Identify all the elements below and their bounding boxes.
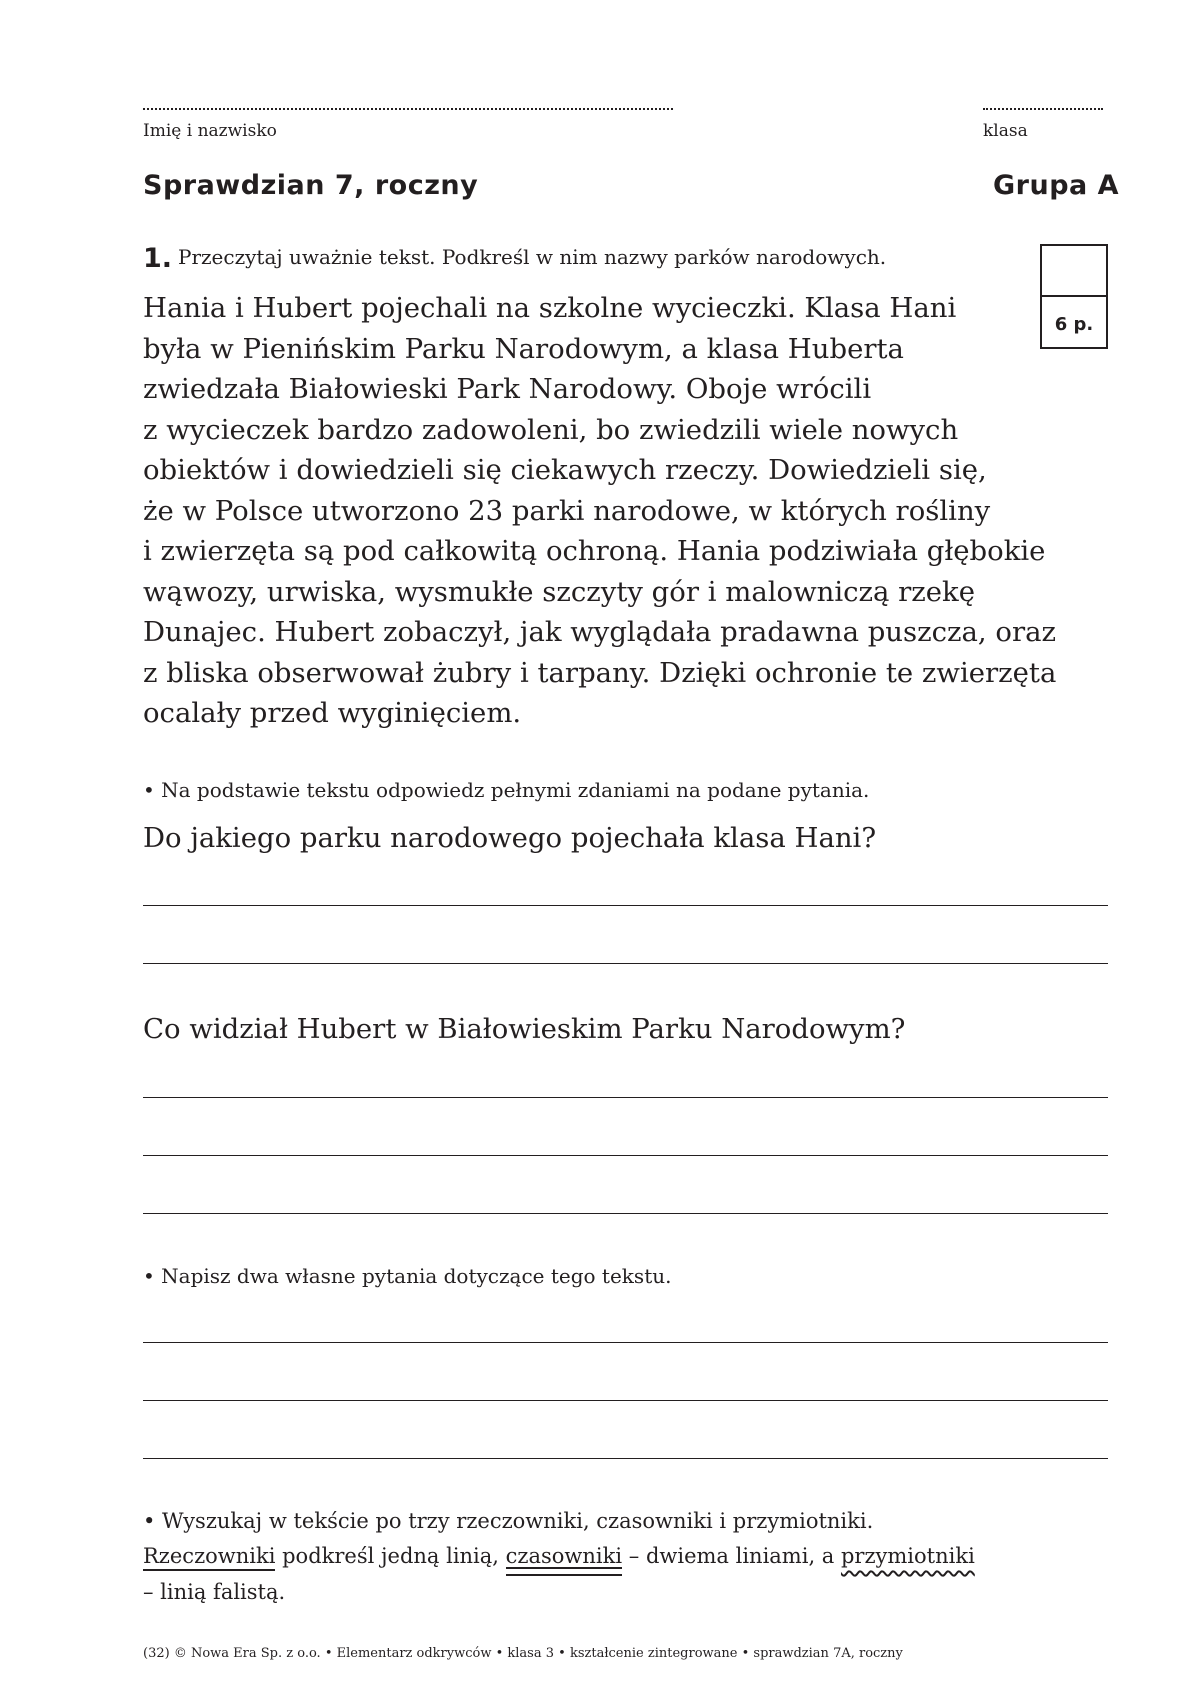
name-label: Imię i nazwisko [143,121,277,141]
answer-line[interactable] [143,1458,1108,1459]
reading-line: i zwierzęta są pod całkowitą ochroną. Hania podziwiała głębokie [143,535,1046,567]
group-label: Grupa A [993,170,1120,201]
legend-adjectives: przymiotniki [840,1544,975,1568]
reading-line: Hania i Hubert pojechali na szkolne wycieczki. Klasa Hani [143,292,957,324]
question-2: Co widział Hubert w Białowieskim Parku Narodowym? [143,1013,906,1045]
answer-line[interactable] [143,1155,1108,1156]
legend-text: podkreśl jedną linią, [275,1544,506,1568]
reading-line: z bliska obserwował żubry i tarpany. Dzięki ochronie te zwierzęta [143,656,1057,689]
reading-text [143,288,1056,734]
legend-text: – dwiema liniami, a [622,1544,841,1568]
underline-legend [143,1544,975,1568]
reading-line: że w Polsce utworzono 23 parki narodowe, w których rośliny [143,494,991,527]
reading-line: z wycieczek bardzo zadowoleni, bo zwiedzili wiele nowych [143,413,959,446]
legend-verbs: czasowniki [505,1544,623,1568]
reading-line: obiektów i dowiedzieli się ciekawych rzeczy. Dowiedzieli się, [143,454,987,486]
answer-line[interactable] [143,1342,1108,1343]
task-instruction: Przeczytaj uważnie tekst. Podkreśl w nim nazwy parków narodowych. [178,245,887,269]
instruction-answer-questions: • Na podstawie tekstu odpowiedz pełnymi zdaniami na podane pytania. [143,778,870,802]
test-title: Sprawdzian 7, roczny [143,170,479,201]
answer-line[interactable] [143,905,1108,906]
reading-line: ocalały przed wyginięciem. [143,697,522,729]
answer-line[interactable] [143,1213,1108,1214]
answer-line[interactable] [143,1400,1108,1401]
answer-line[interactable] [143,963,1108,964]
points-value: 6 p. [1054,314,1094,335]
instruction-find-words: • Wyszukaj w tekście po trzy rzeczowniki, czasowniki i przymiotniki. [143,1509,874,1533]
question-1: Do jakiego parku narodowego pojechała klasa Hani? [143,822,877,854]
legend-nouns: Rzeczowniki [143,1544,275,1571]
reading-line: wąwozy, urwiska, wysmukłe szczyty gór i malowniczą rzekę [143,575,975,608]
reading-line: Dunajec. Hubert zobaczył, jak wyglądała pradawna puszcza, oraz [143,616,1056,648]
class-label: klasa [983,121,1028,141]
page-footer: (32) © Nowa Era Sp. z o.o. • Elementarz odkrywców • klasa 3 • kształcenie zintegrowane • sprawdzian 7A, roczny [143,1646,903,1661]
reading-line: była w Pienińskim Parku Narodowym, a klasa Huberta [143,332,904,365]
name-field-line[interactable] [143,108,673,110]
reading-line: zwiedzała Białowieski Park Narodowy. Oboje wrócili [143,373,872,405]
class-field-line[interactable] [983,108,1103,110]
legend-wavy-line: – linią falistą. [143,1580,286,1604]
task-number: 1. [143,243,173,274]
answer-line[interactable] [143,1097,1108,1098]
instruction-write-questions: • Napisz dwa własne pytania dotyczące tego tekstu. [143,1264,672,1288]
